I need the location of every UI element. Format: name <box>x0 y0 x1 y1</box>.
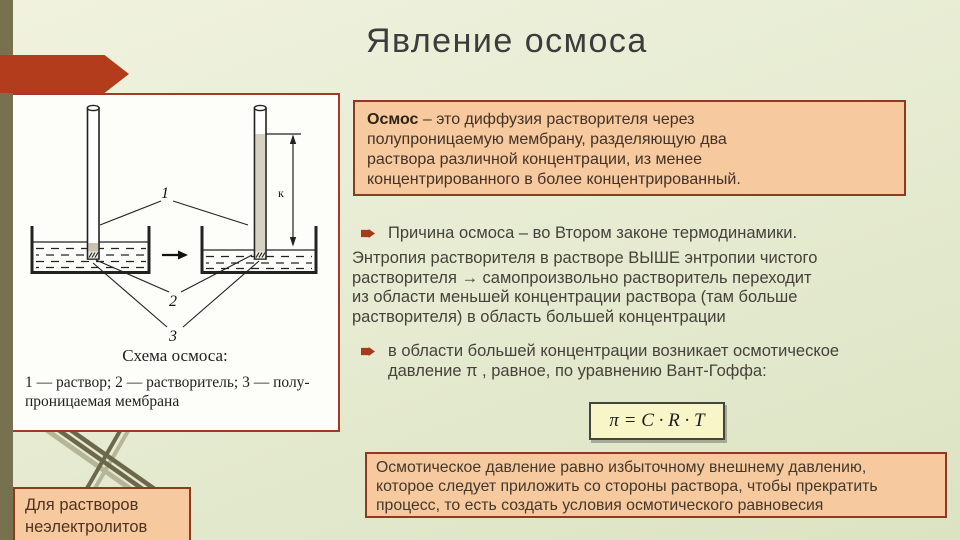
definition-line: концентрированного в более концентрированный. <box>367 171 741 188</box>
definition-box <box>353 100 906 196</box>
osmotic-pressure-note-box <box>365 452 947 518</box>
entropy-paragraph <box>352 249 817 327</box>
entropy-line: Энтропия растворителя в растворе ВЫШЕ энтропии чистого <box>352 249 818 267</box>
process-arrow-icon <box>162 251 188 260</box>
bullet-cause-text: Причина осмоса – во Втором законе термодинамики. <box>388 224 798 242</box>
pressure-note-line: Осмотическое давление равно избыточному внешнему давлению, <box>376 459 867 476</box>
bullet-osmotic-pressure <box>361 342 839 381</box>
left-tube <box>87 105 99 259</box>
slide-title: Явление осмоса <box>366 22 648 60</box>
definition-line <box>367 110 892 130</box>
definition-line: раствора различной концентрации, из менее <box>367 151 703 168</box>
red-arrow-decoration <box>0 55 129 93</box>
note-box-line: Для растворов <box>25 496 139 514</box>
vant-hoff-formula: π = C · R · T <box>589 402 725 440</box>
diagram-caption: Схема осмоса: <box>122 346 228 365</box>
note-box-line: неэлектролитов <box>25 518 148 536</box>
arrow-bullet-icon <box>361 229 375 238</box>
height-label: к <box>278 186 284 200</box>
diagram-legend-line: проницаемая мембрана <box>25 392 180 410</box>
pressure-note-line: процесс, то есть создать условия осмотического равновесия <box>376 497 824 514</box>
definition-term: Осмос <box>367 111 419 128</box>
entropy-line: из области меньшей концентрации раствора (там больше <box>352 288 798 306</box>
nonelectrolytes-note-box <box>13 487 191 540</box>
diagram-legend <box>25 374 310 411</box>
bullet-cause <box>361 224 797 243</box>
diagram-legend-line: 1 — раствор; 2 — растворитель; 3 — полу- <box>25 374 310 391</box>
bullet-pressure-line: давление π , равное, по уравнению Вант-Гоффа: <box>388 361 767 380</box>
entropy-line: растворителя) в область большей концентрации <box>352 307 726 326</box>
label-membrane: 3 <box>169 328 177 345</box>
callout-lines-1 <box>100 201 248 225</box>
label-solvent: 2 <box>169 293 177 310</box>
definition-line-rest: – это диффузия растворителя через <box>418 111 695 128</box>
arrow-bullet-icon <box>361 347 375 356</box>
bullet-pressure-line: в области большей концентрации возникает осмотическое <box>388 342 840 360</box>
pressure-note-line: которое следует приложить со стороны раствора, чтобы прекратить <box>376 478 878 495</box>
definition-line: полупроницаемую мембрану, разделяющую два <box>367 131 727 148</box>
osmosis-scheme-figure <box>12 95 338 345</box>
osmosis-diagram-panel <box>10 93 340 432</box>
decorative-diagonal-lines <box>28 424 198 490</box>
bullet-pressure-text <box>388 342 839 381</box>
label-solution: 1 <box>161 185 169 202</box>
entropy-line: растворителя → самопроизвольно растворитель переходит <box>352 268 812 287</box>
right-tube <box>254 105 266 259</box>
